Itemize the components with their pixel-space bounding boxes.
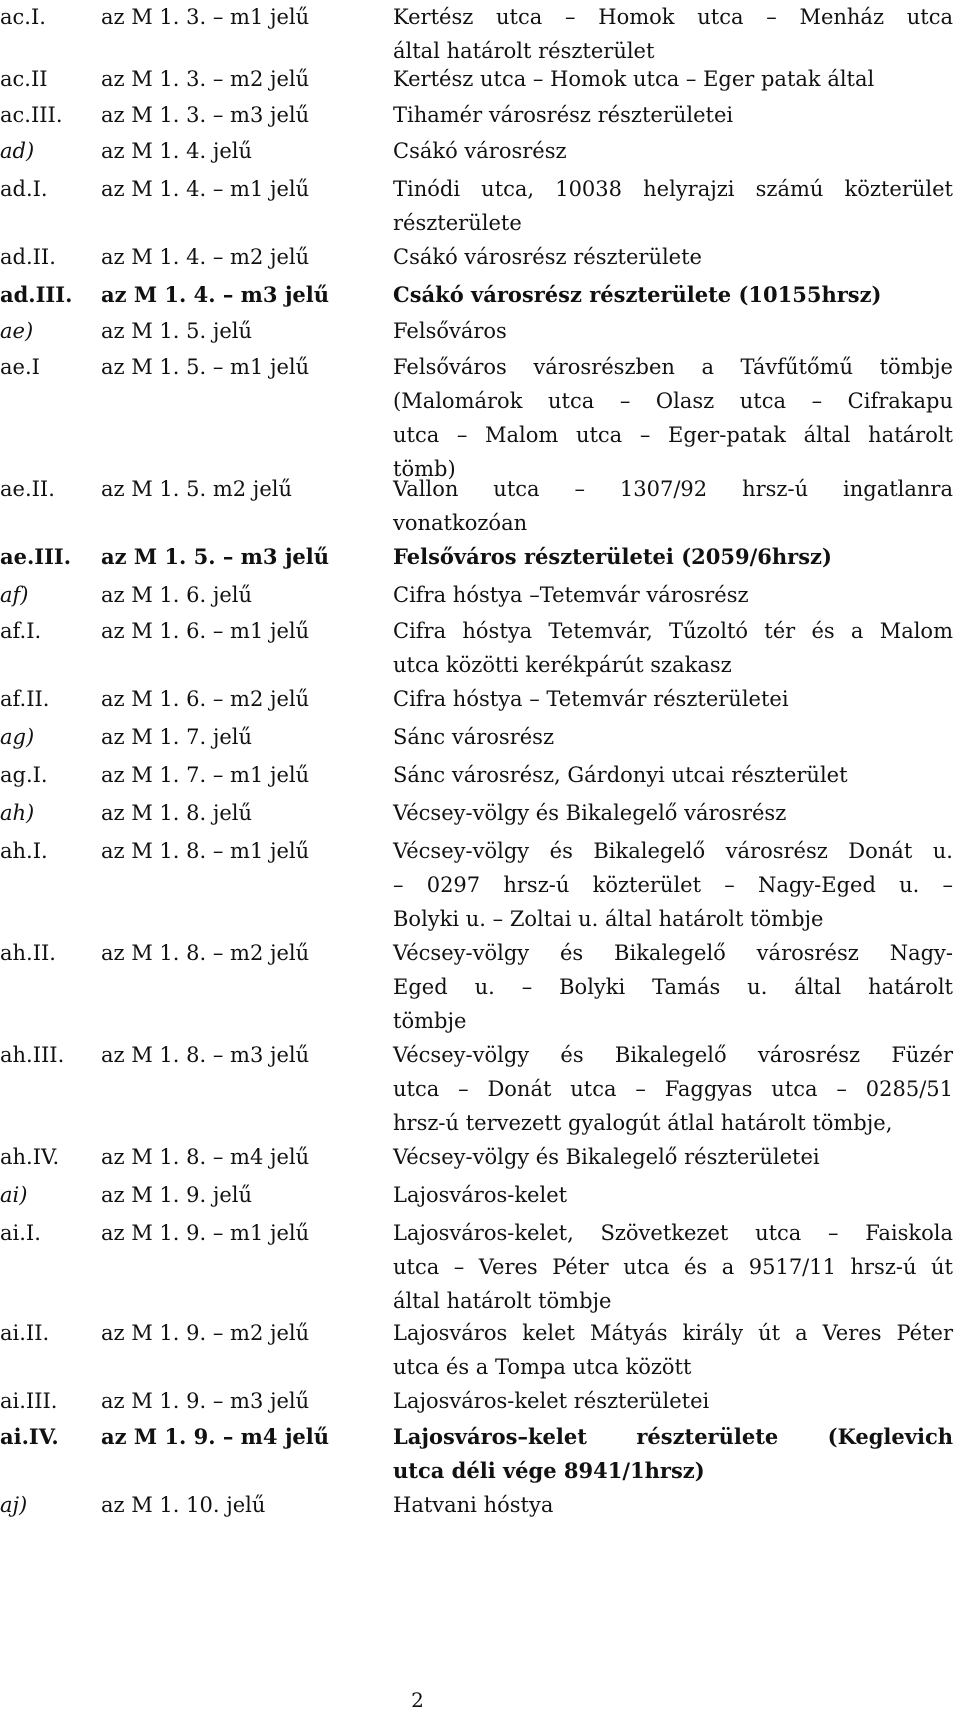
description-line: által határolt tömbje [393,1289,612,1313]
area-description [393,172,953,240]
description-line: Vécsey-völgy és Bikalegelő városrész Donát u. [393,839,953,863]
map-reference: az M 1. 4. – m2 jelű [101,245,310,269]
description-line: Tihamér városrész részterületei [393,103,734,127]
description-line: Felsőváros részterületei (2059/6hrsz) [393,544,832,569]
description-line: Csákó városrész részterülete (10155hrsz) [393,282,882,307]
item-code: ac.I. [0,5,46,29]
map-reference: az M 1. 3. – m2 jelű [101,67,310,91]
map-reference: az M 1. 9. – m1 jelű [101,1221,310,1245]
description-line: utca – Malom utca – Eger-patak által határolt [393,423,953,447]
item-code: ad) [0,139,35,163]
item-code: ae.II. [0,477,55,501]
area-description [393,936,953,1038]
area-description [393,1140,953,1174]
item-code: af.I. [0,619,42,643]
description-line: Vécsey-völgy és Bikalegelő városrész [393,801,787,825]
map-reference: az M 1. 3. – m3 jelű [101,103,310,127]
description-line: Cifra hóstya Tetemvár, Tűzoltó tér és a Malom [393,619,953,643]
area-description [393,278,953,312]
description-line: Felsőváros [393,319,507,343]
map-reference: az M 1. 5. jelű [101,319,253,343]
item-code: ae.III. [0,544,72,569]
area-description [393,540,953,574]
description-line: Kertész utca – Homok utca – Eger patak által [393,67,875,91]
map-reference: az M 1. 5. – m3 jelű [101,544,330,569]
description-line: Lajosváros–kelet részterülete (Keglevich [393,1424,953,1449]
page-number: 2 [411,1688,424,1712]
area-description [393,1420,953,1488]
map-reference: az M 1. 8. – m3 jelű [101,1043,310,1067]
area-description [393,1316,953,1384]
area-description [393,682,953,716]
description-line: utca és a Tompa utca között [393,1355,692,1379]
item-code: af.II. [0,687,50,711]
area-description [393,0,953,68]
item-code: ai.I. [0,1221,41,1245]
area-description [393,1488,953,1522]
description-line: Vallon utca – 1307/92 hrsz-ú ingatlanra [393,477,953,501]
map-reference: az M 1. 6. – m1 jelű [101,619,310,643]
description-line: (Malomárok utca – Olasz utca – Cifrakapu [393,389,953,413]
area-description [393,134,953,168]
area-description [393,720,953,754]
map-reference: az M 1. 5. m2 jelű [101,477,292,501]
map-reference: az M 1. 6. jelű [101,583,253,607]
area-description [393,578,953,612]
map-reference: az M 1. 9. – m4 jelű [101,1424,330,1449]
map-reference: az M 1. 5. – m1 jelű [101,355,310,379]
description-line: Lajosváros-kelet, Szövetkezet utca – Faiskola [393,1221,953,1245]
item-code: ai.II. [0,1321,50,1345]
description-line: részterülete [393,211,522,235]
item-code: ag) [0,725,35,749]
description-line: Hatvani hóstya [393,1493,554,1517]
description-line: utca közötti kerékpárút szakasz [393,653,732,677]
description-line: utca déli vége 8941/1hrsz) [393,1458,705,1483]
item-code: ah.I. [0,839,48,863]
item-code: ah) [0,801,35,825]
item-code: ai.IV. [0,1424,59,1449]
item-code: ad.I. [0,177,48,201]
area-description [393,314,953,348]
map-reference: az M 1. 6. – m2 jelű [101,687,310,711]
map-reference: az M 1. 3. – m1 jelű [101,5,310,29]
description-line: Cifra hóstya –Tetemvár városrész [393,583,749,607]
description-line: Felsőváros városrészben a Távfűtőmű tömbje [393,355,953,379]
description-line: Tinódi utca, 10038 helyrajzi számú közterület [393,177,953,201]
map-reference: az M 1. 7. – m1 jelű [101,763,310,787]
area-description [393,1038,953,1140]
area-description [393,350,953,486]
map-reference: az M 1. 10. jelű [101,1493,266,1517]
map-reference: az M 1. 8. – m4 jelű [101,1145,310,1169]
area-description [393,614,953,682]
item-code: ag.I. [0,763,48,787]
item-code: ah.II. [0,941,56,965]
item-code: ad.III. [0,282,73,307]
item-code: ae) [0,319,34,343]
description-line: Cifra hóstya – Tetemvár részterületei [393,687,789,711]
item-code: af) [0,583,29,607]
area-description [393,240,953,274]
item-code: ah.IV. [0,1145,60,1169]
description-line: Lajosváros-kelet részterületei [393,1389,710,1413]
description-line: Lajosváros kelet Mátyás király út a Veres Péter [393,1321,953,1345]
area-description [393,1384,953,1418]
description-line: utca – Donát utca – Faggyas utca – 0285/51 [393,1077,953,1101]
description-line: Sánc városrész [393,725,555,749]
area-description [393,98,953,132]
description-line: által határolt részterület [393,39,655,63]
map-reference: az M 1. 9. – m2 jelű [101,1321,310,1345]
item-code: ad.II. [0,245,56,269]
map-reference: az M 1. 9. – m3 jelű [101,1389,310,1413]
map-reference: az M 1. 8. – m1 jelű [101,839,310,863]
item-code: ac.II [0,67,48,91]
item-code: aj) [0,1493,28,1517]
description-line: Vécsey-völgy és Bikalegelő részterületei [393,1145,820,1169]
map-reference: az M 1. 8. – m2 jelű [101,941,310,965]
item-code: ai.III. [0,1389,58,1413]
area-description [393,758,953,792]
item-code: ah.III. [0,1043,65,1067]
map-reference: az M 1. 4. – m3 jelű [101,282,330,307]
description-line: Sánc városrész, Gárdonyi utcai részterület [393,763,848,787]
item-code: ae.I [0,355,40,379]
description-line: Lajosváros-kelet [393,1183,568,1207]
description-line: hrsz-ú tervezett gyalogút átlal határolt tömbje, [393,1111,893,1135]
area-description [393,1216,953,1318]
item-code: ai) [0,1183,28,1207]
description-line: – 0297 hrsz-ú közterület – Nagy-Eged u. – [393,873,953,897]
description-line: Eged u. – Bolyki Tamás u. által határolt [393,975,953,999]
description-line: Csákó városrész részterülete [393,245,702,269]
description-line: tömbje [393,1009,467,1033]
description-line: vonatkozóan [393,511,528,535]
map-reference: az M 1. 8. jelű [101,801,253,825]
description-line: Csákó városrész [393,139,567,163]
map-reference: az M 1. 9. jelű [101,1183,253,1207]
map-reference: az M 1. 7. jelű [101,725,253,749]
area-description [393,796,953,830]
description-line: tömb) [393,457,456,481]
description-line: Vécsey-völgy és Bikalegelő városrész Nagy- [393,941,953,965]
description-line: utca – Veres Péter utca és a 9517/11 hrsz-ú út [393,1255,953,1279]
area-description [393,1178,953,1212]
map-reference: az M 1. 4. – m1 jelű [101,177,310,201]
item-code: ac.III. [0,103,63,127]
description-line: Bolyki u. – Zoltai u. által határolt tömbje [393,907,824,931]
area-description [393,834,953,936]
area-description [393,472,953,540]
description-line: Vécsey-völgy és Bikalegelő városrész Füzér [393,1043,953,1067]
area-description [393,62,953,96]
map-reference: az M 1. 4. jelű [101,139,253,163]
description-line: Kertész utca – Homok utca – Menház utca [393,5,953,29]
